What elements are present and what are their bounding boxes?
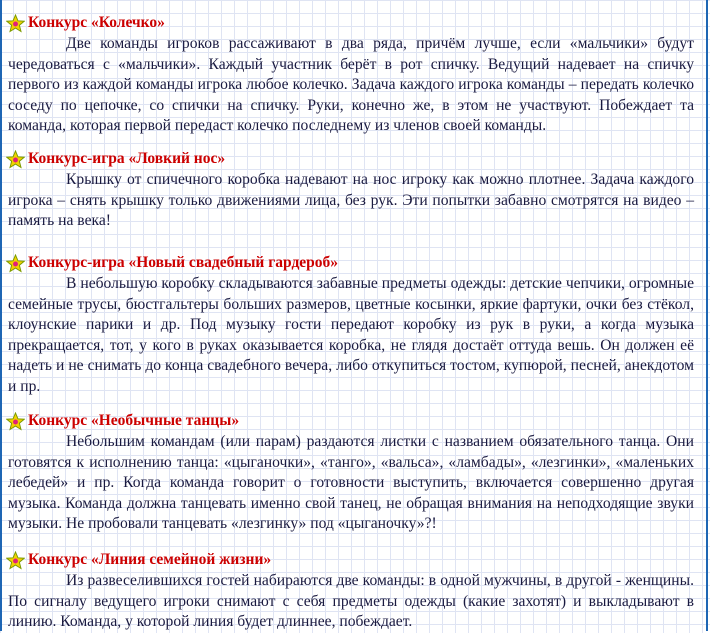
section-title: Конкурс «Колечко» — [28, 14, 165, 31]
section-garderob — [6, 252, 700, 398]
section-text: Две команды игроков рассаживают в два ряда, причём лучше, если «мальчики» будут чередоваться с «мальчики». Каждый участник берёт в рот спичку. Ведущий надевает на спичку первого из каждой команды игрока любое колечко. Задача каждого игрока команды – передать колечко соседу по цепочке, со спички на спичку. Руки, конечно же, в этом не участвуют. Побеждает та команда, которая первой передаст колечко последнему из членов своей команды. — [8, 35, 694, 135]
section-heading — [6, 12, 700, 34]
section-liniya — [6, 549, 700, 633]
section-heading — [6, 148, 700, 170]
star-icon — [6, 412, 25, 431]
section-heading — [6, 252, 700, 274]
star-icon — [6, 551, 25, 570]
section-title: Конкурс-игра «Ловкий нос» — [28, 150, 226, 167]
section-heading — [6, 410, 700, 432]
section-text: В небольшую коробку складываются забавные предметы одежды: детские чепчики, огромные семейные трусы, бюстгальтеры больших размеров, цветные косынки, яркие фартуки, очки без стёкол, клоунские парики и др. Под музыку гости передают коробку из рук в руки, а когда музыка прекращается, тот, у кого в руках оказывается коробка, не глядя достаёт оттуда вешь. Он должен её надеть и не снимать до конца свадебного вечера, либо откупиться тостом, купюрой, песней, анекдотом и пр. — [8, 275, 694, 395]
section-text: Небольшим командам (или парам) раздаются листки с названием обязательного танца. Они готовятся к исполнению танца: «цыганочки», «танго», «вальса», «ламбады», «лезгинки», «маленьких лебедей» и пр. Когда команда говорит о готовности выступить, включается совершенно другая музыка. Команда должна танцевать именно свой танец, не обращая внимания на неподходящие звуки музыки. Не пробовали танцевать «лезгинку» под «цыганочку»?! — [8, 433, 694, 533]
section-heading — [6, 549, 700, 571]
section-tantsy — [6, 410, 700, 535]
section-kolechko — [6, 12, 700, 137]
section-title: Конкурс «Необычные танцы» — [28, 412, 240, 429]
star-icon — [6, 150, 25, 169]
section-text: Крышку от спичечного коробка надевают на нос игроку как можно плотнее. Задача каждого игрока – снять крышку только движениями лица, без рук. Эти попытки забавно смотрятся на видео – память на века! — [8, 171, 694, 230]
section-lovkiy-nos — [6, 148, 700, 232]
star-icon — [6, 14, 25, 33]
star-icon — [6, 254, 25, 273]
section-title: Конкурс «Линия семейной жизни» — [28, 551, 272, 568]
section-text: Из развеселившихся гостей набираются две команды: в одной мужчины, в другой - женщины. По сигналу ведущего игроки снимают с себя предметы одежды (какие захотят) и выкладывают в линию. Команда, у которой линия будет длиннее, побеждает. — [8, 572, 694, 631]
section-title: Конкурс-игра «Новый свадебный гардероб» — [28, 254, 339, 271]
